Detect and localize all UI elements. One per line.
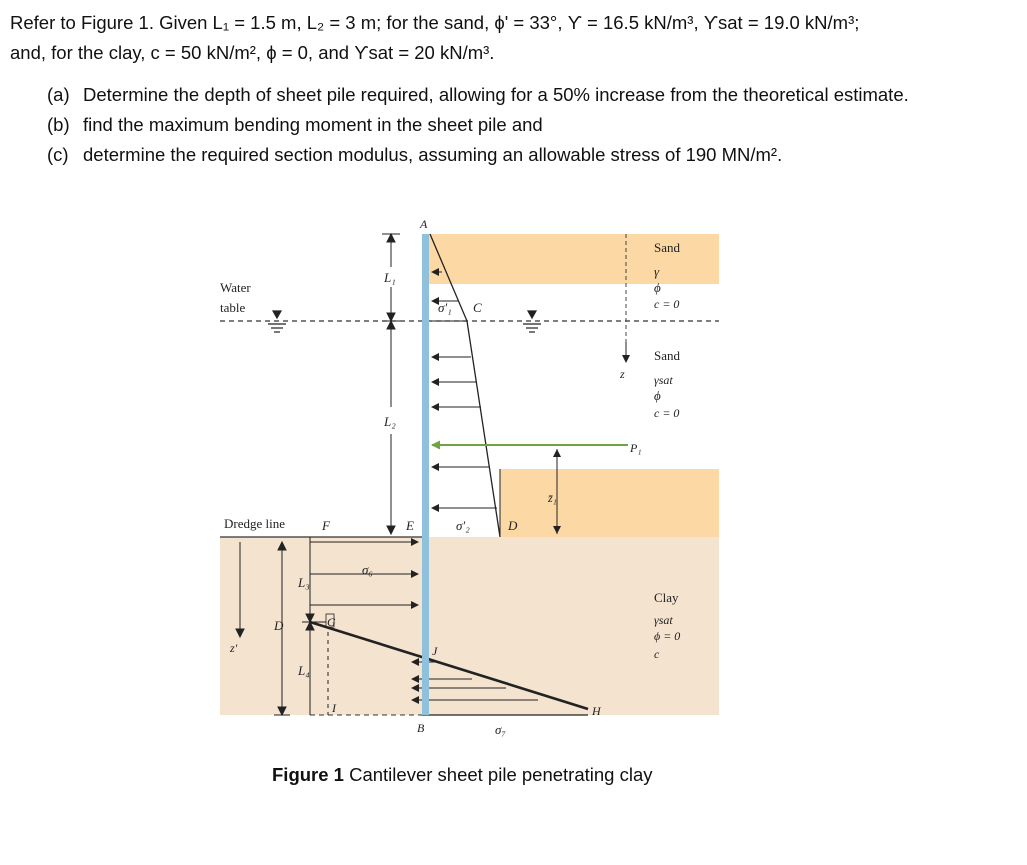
label-sigma1: σ′₁	[438, 300, 452, 315]
label-z-prime: z′	[230, 641, 238, 655]
label-p1: P₁	[630, 441, 642, 455]
label-a: A	[420, 217, 428, 231]
label-l4: L₄	[298, 663, 310, 678]
label-d-depth: D	[274, 618, 284, 633]
label-h: H	[592, 704, 601, 718]
label-water-table-2: table	[220, 300, 246, 315]
figure-caption	[272, 764, 652, 786]
label-clay-title: Clay	[654, 590, 679, 605]
problem-parts	[47, 80, 1007, 170]
part-label: (a)	[47, 84, 70, 105]
label-z: z	[620, 367, 625, 381]
label-clay-gamma: γsat	[654, 613, 673, 627]
label-sand1-title: Sand	[654, 240, 680, 255]
label-sigma7: σ₇	[495, 722, 506, 737]
part-text: determine the required section modulus, assuming an allowable stress of 190 MN/m².	[83, 144, 783, 165]
label-b: B	[417, 721, 425, 735]
caption-figure-number: Figure 1	[272, 764, 344, 785]
label-clay-phi: ϕ = 0	[654, 629, 681, 643]
part-b	[47, 110, 1007, 140]
label-j: J	[432, 644, 438, 658]
label-f: F	[322, 518, 330, 533]
label-clay-c: c	[654, 647, 660, 661]
label-sand2-gamma: γsat	[654, 373, 673, 387]
label-l2: L₂	[384, 414, 396, 429]
label-water-table-1: Water	[220, 280, 251, 295]
label-l3: L₃	[298, 575, 310, 590]
label-sigma6: σ₆	[362, 562, 373, 577]
label-sand2-phi: ϕ	[654, 388, 661, 403]
label-dredge-line: Dredge line	[224, 516, 286, 531]
label-z1: z̄₁	[548, 491, 557, 505]
intro-line-2: and, for the clay, c = 50 kN/m², ϕ = 0, and ϒsat = 20 kN/m³.	[10, 42, 495, 63]
part-a	[47, 80, 1007, 110]
label-sand1-c: c = 0	[654, 297, 680, 311]
part-label: (c)	[47, 144, 69, 165]
caption-text: Cantilever sheet pile penetrating clay	[343, 764, 653, 785]
part-c	[47, 140, 1007, 170]
label-l1: L₁	[384, 270, 396, 285]
problem-intro	[10, 8, 1015, 68]
label-sand1-gamma: γ	[654, 264, 660, 279]
label-e: E	[406, 518, 414, 533]
sheet-pile	[422, 234, 429, 715]
label-i: I	[332, 701, 336, 715]
label-c: C	[473, 300, 482, 315]
part-text: Determine the depth of sheet pile required, allowing for a 50% increase from the theoretical estimate.	[83, 84, 909, 105]
cantilever-sheet-pile-figure	[210, 212, 730, 742]
part-label: (b)	[47, 114, 70, 135]
label-sand2-c: c = 0	[654, 406, 680, 420]
sand-layer-lower	[500, 469, 719, 537]
label-g: G	[327, 615, 336, 629]
label-sigma2: σ′₂	[456, 518, 470, 533]
intro-line-1: Refer to Figure 1. Given L₁ = 1.5 m, L₂ = 3 m; for the sand, ϕ' = 33°, ϒ = 16.5 kN/m³, ϒsat = 19.0 kN/m³;	[10, 12, 860, 33]
label-sand1-phi: ϕ	[654, 280, 661, 295]
label-sand2-title: Sand	[654, 348, 680, 363]
label-d: D	[508, 518, 518, 533]
part-text: find the maximum bending moment in the sheet pile and	[83, 114, 543, 135]
